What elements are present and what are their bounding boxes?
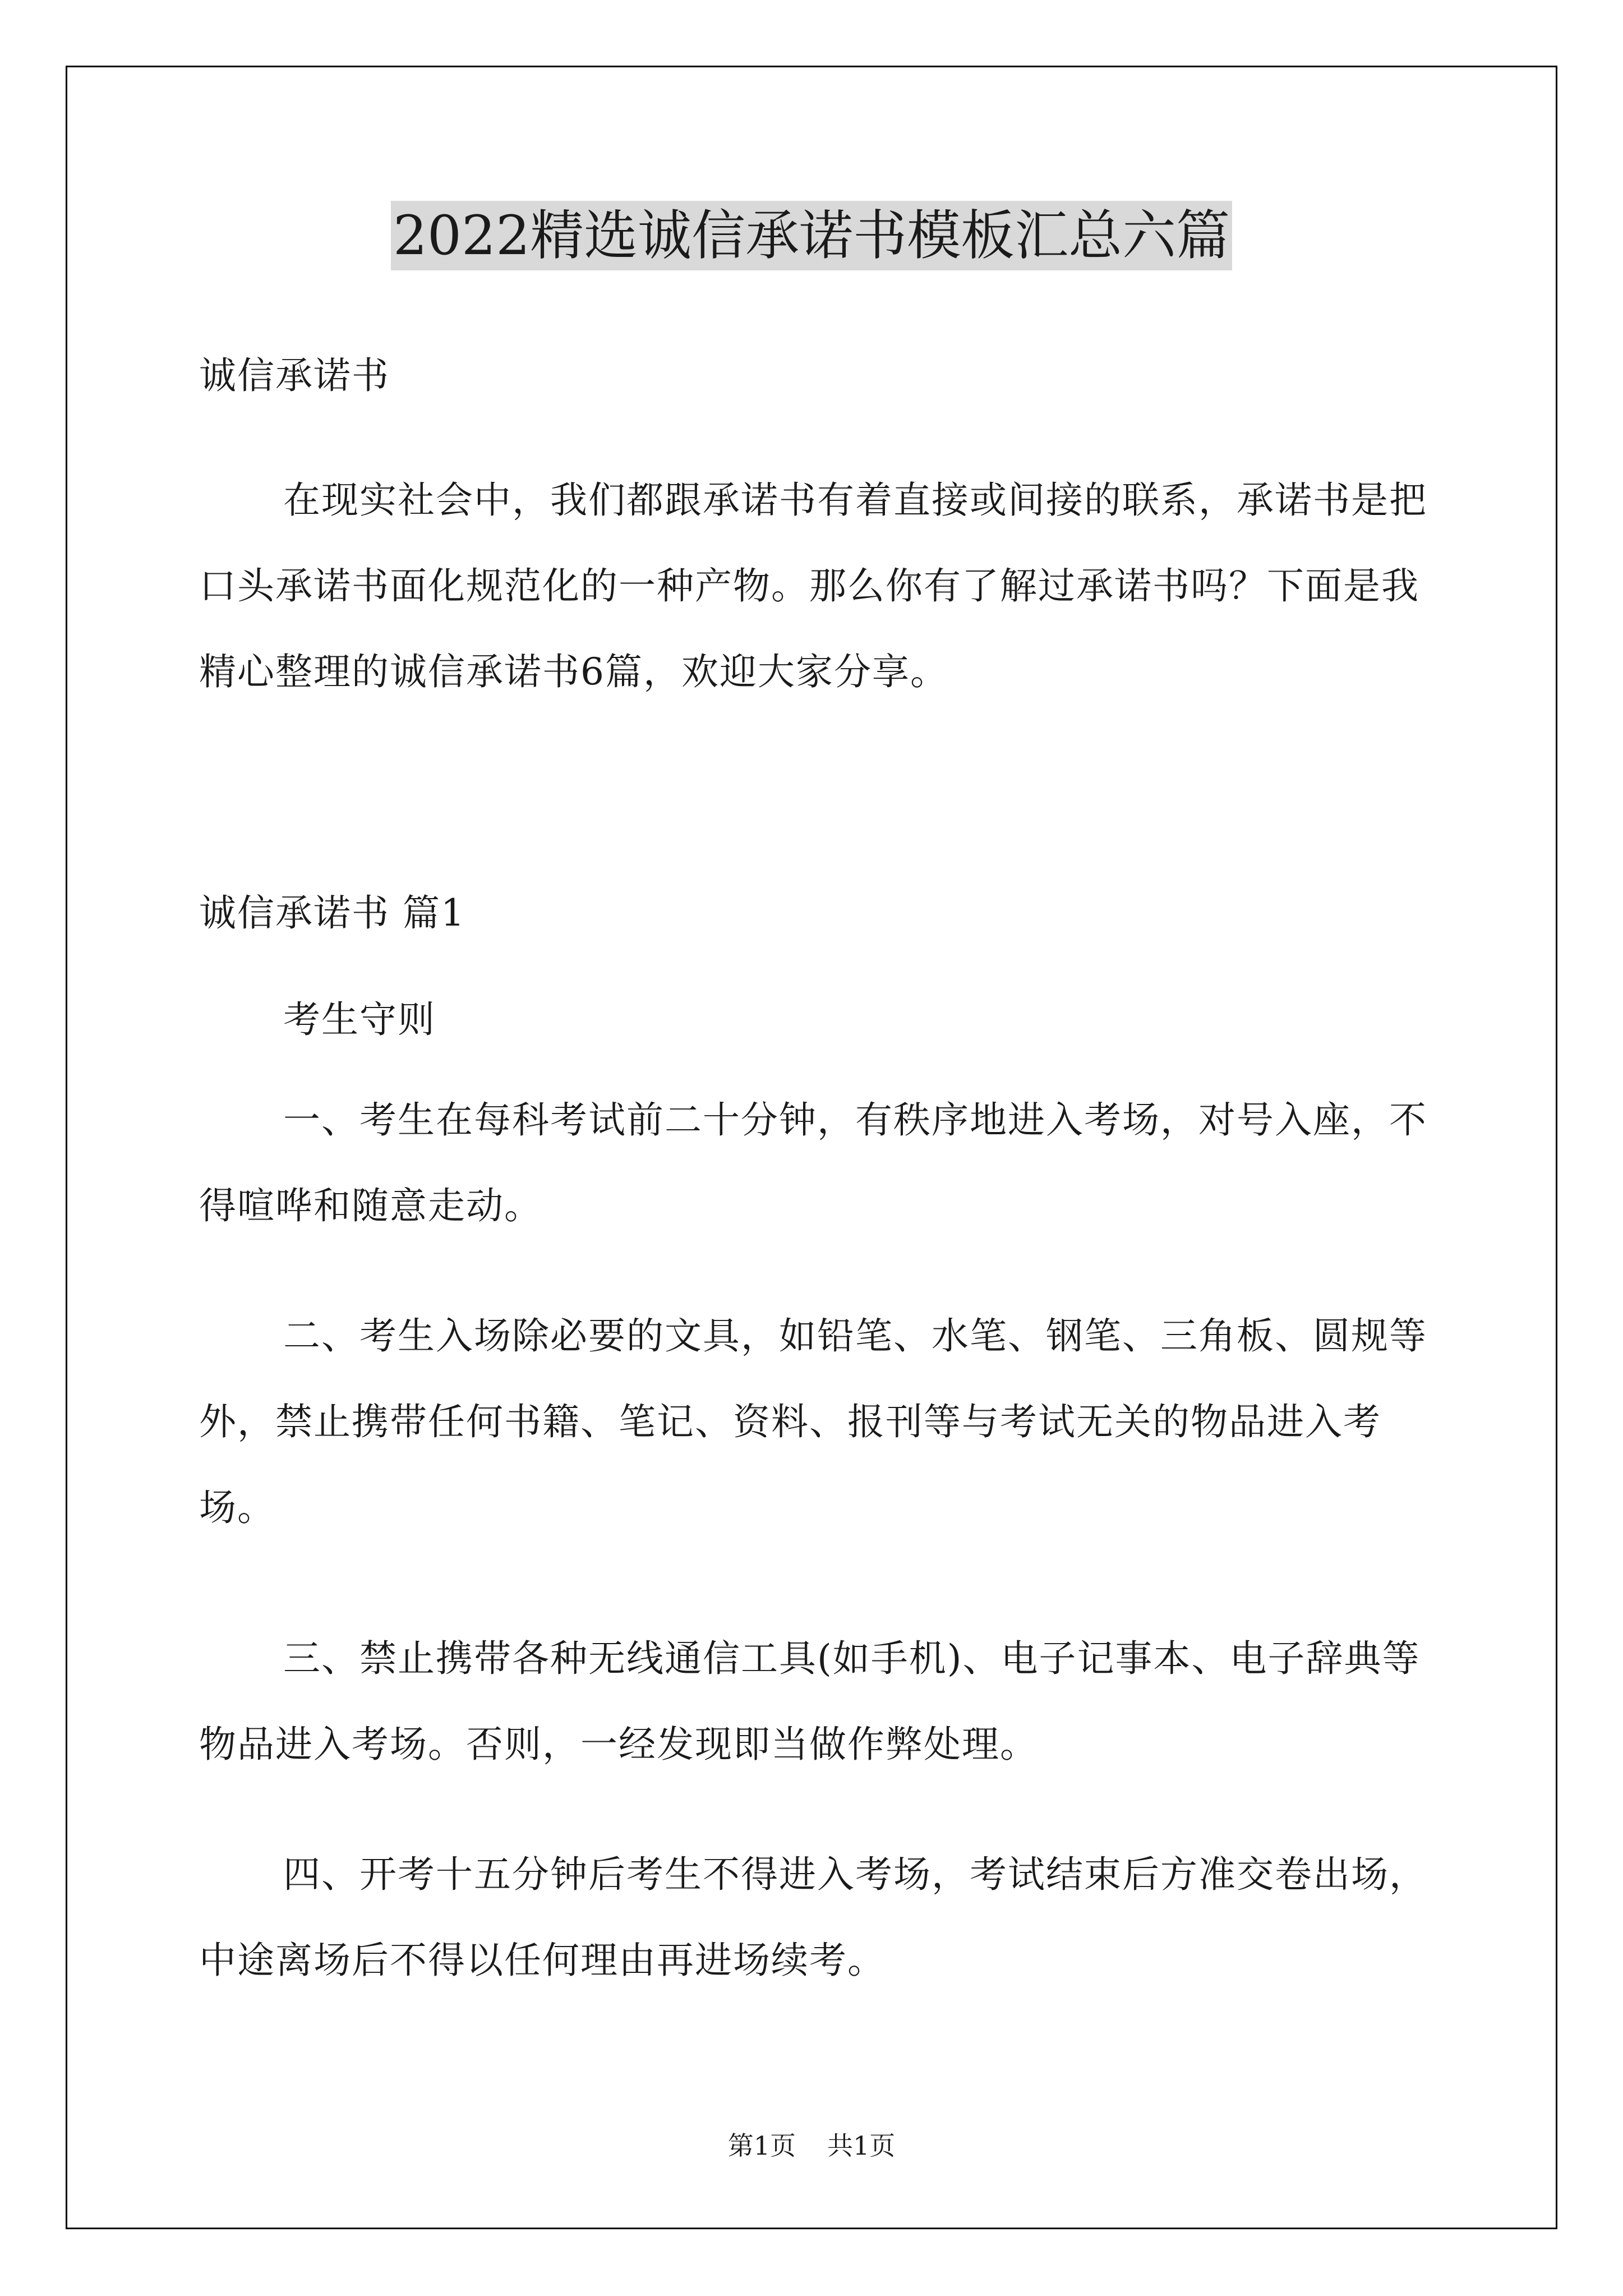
subheading: 考生守则: [283, 998, 436, 1041]
intro-paragraph: 在现实社会中，我们都跟承诺书有着直接或间接的联系，承诺书是把口头承诺书面化规范化的一种产物。那么你有了解过承诺书吗？下面是我精心整理的诚信承诺书6篇，欢迎大家分享。: [199, 478, 1427, 693]
page-footer: [0, 2129, 1623, 2162]
document-title-text: 2022精选诚信承诺书模板汇总六篇: [391, 201, 1232, 270]
section-heading: 诚信承诺书 篇1: [199, 891, 465, 935]
page-total: 共1页: [827, 2131, 896, 2161]
document-title: [0, 194, 1623, 278]
page-number: 第1页: [727, 2131, 796, 2161]
rule-paragraph-4: 四、开考十五分钟后考生不得进入考场，考试结束后方准交卷出场，中途离场后不得以任何理由再进场续考。: [199, 1853, 1427, 1982]
heading: 诚信承诺书: [199, 354, 390, 397]
rule-paragraph-2: 二、考生入场除必要的文具，如铅笔、水笔、钢笔、三角板、圆规等外，禁止携带任何书籍、笔记、资料、报刊等与考试无关的物品进入考场。: [199, 1314, 1427, 1529]
rule-paragraph-1: 一、考生在每科考试前二十分钟，有秩序地进入考场，对号入座，不得喧哗和随意走动。: [199, 1098, 1427, 1227]
rule-paragraph-3: 三、禁止携带各种无线通信工具(如手机)、电子记事本、电子辞典等物品进入考场。否则，一经发现即当做作弊处理。: [199, 1637, 1421, 1766]
